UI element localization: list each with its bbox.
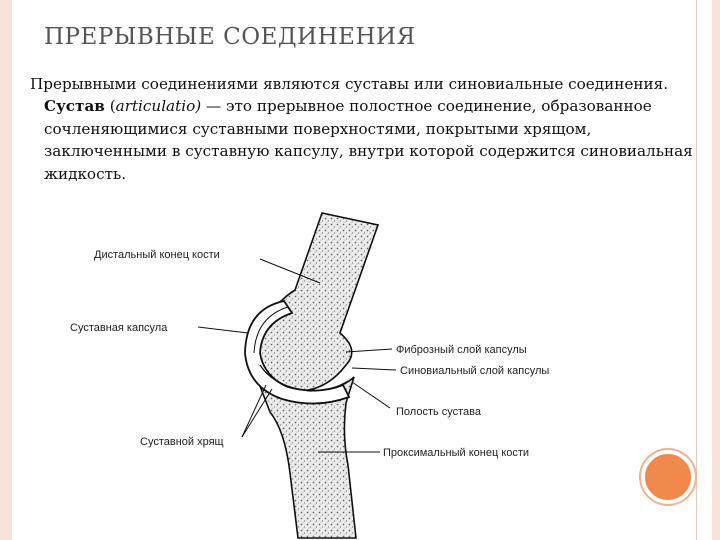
- decorative-orange-circle: [641, 450, 695, 504]
- paragraph-definition: — это прерывное полостное соединение, образованное сочленяющимися суставными поверхностями, покрытыми хрящом, заключенными в суставную капсулу, внутри которой содержится синовиальная жидкость.: [44, 97, 693, 183]
- slide-frame-left: [0, 0, 12, 540]
- label-joint-cavity: Полость сустава: [396, 406, 482, 418]
- label-distal-end: Дистальный конец кости: [94, 249, 220, 261]
- paragraph-latin: articulatio): [115, 97, 202, 116]
- leader-synovial-layer: [352, 368, 396, 370]
- leader-joint-capsule: [198, 327, 248, 333]
- slide-title: ПРЕРЫВНЫЕ СОЕДИНЕНИЯ: [44, 24, 416, 50]
- leader-joint-cavity: [352, 382, 390, 408]
- slide-frame-right-outer: [712, 0, 720, 540]
- paragraph-intro: Прерывными соединениями являются суставы или синовиальные соединения.: [30, 75, 669, 93]
- leader-cartilage-a: [242, 385, 266, 437]
- leader-fibrous-layer: [346, 349, 392, 352]
- paragraph-latin-open: (: [104, 97, 116, 116]
- label-joint-capsule: Суставная капсула: [70, 322, 168, 334]
- joint-diagram: [60, 205, 580, 540]
- slide-paragraph: [30, 73, 694, 185]
- label-articular-cartilage: Суставной хрящ: [140, 436, 224, 448]
- label-fibrous-layer: Фиброзный слой капсулы: [396, 344, 527, 356]
- label-synovial-layer: Синовиальный слой капсулы: [400, 365, 550, 377]
- label-proximal-end: Проксимальный конец кости: [383, 447, 530, 459]
- paragraph-term: Сустав: [44, 97, 105, 116]
- distal-bone-shape: [253, 213, 378, 391]
- leader-cartilage-b: [242, 389, 272, 437]
